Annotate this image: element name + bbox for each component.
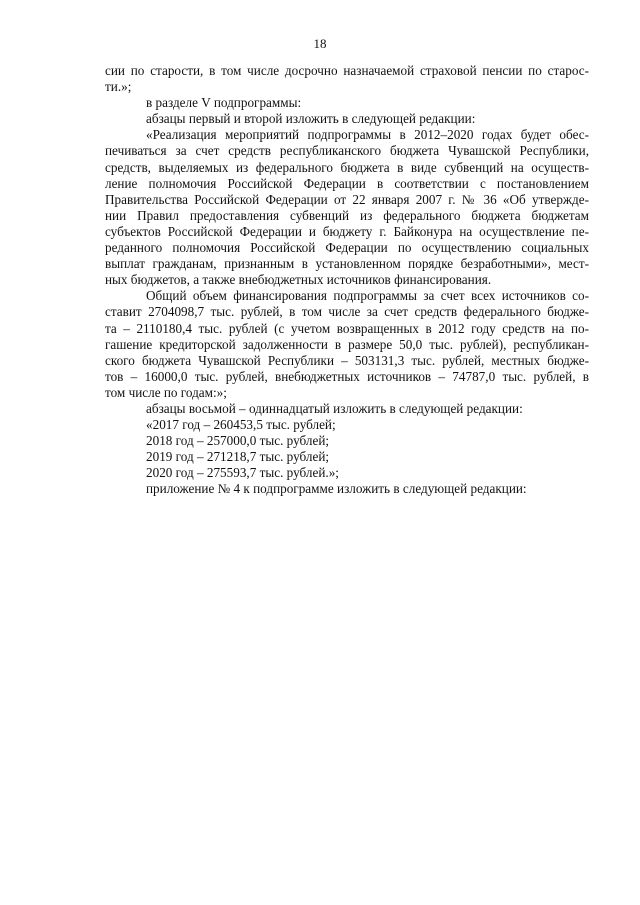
text-line: ти.»; [105,79,132,95]
text-line: абзацы первый и второй изложить в следующей редакции: [146,111,476,127]
text-line: Общий объем финансирования подпрограммы за счет всех источников со- [146,288,589,304]
text-line: ского бюджета Чувашской Республики – 503131,3 тыс. рублей, местных бюдже- [105,352,589,368]
text-line: «2017 год – 260453,5 тыс. рублей; [146,417,336,433]
text-line: Правительства Российской Федерации от 22 января 2007 г. № 36 «Об утвержде- [105,191,589,207]
text-line: том числе по годам:»; [105,384,227,400]
text-line: приложение № 4 к подпрограмме изложить в следующей редакции: [146,481,527,497]
text-line: в разделе V подпрограммы: [146,95,302,111]
text-line: гашение кредиторской задолженности в размере 50,0 тыс. рублей), республикан- [105,336,589,352]
text-line: выплат гражданам, признанным в установленном порядке безработными», мест- [105,256,589,272]
text-line: реданного полномочия Российской Федерации по осуществлению социальных [105,240,589,256]
text-line: ных бюджетов, а также внебюджетных источников финансирования. [105,272,492,288]
text-line: та – 2110180,4 тыс. рублей (с учетом возвращенных в 2012 году средств на по- [105,320,589,336]
document-body [105,63,589,498]
text-line: тов – 16000,0 тыс. рублей, внебюджетных источников – 74787,0 тыс. рублей, в [105,368,589,384]
text-line: 2020 год – 275593,7 тыс. рублей.»; [146,465,339,481]
text-line: субъектов Российской Федерации и бюджету г. Байконура на осуществление пе- [105,223,589,239]
text-line: ставит 2704098,7 тыс. рублей, в том числе за счет средств федерального бюдже- [105,304,589,320]
text-line: 2019 год – 271218,7 тыс. рублей; [146,449,330,465]
text-line: нии Правил предоставления субвенций из федерального бюджета бюджетам [105,207,589,223]
text-line: печиваться за счет средств республиканского бюджета Чувашской Республики, [105,143,589,159]
text-line: ление полномочия Российской Федерации в соответствии с постановлением [105,175,589,191]
text-line: 2018 год – 257000,0 тыс. рублей; [146,433,330,449]
text-line: «Реализация мероприятий подпрограммы в 2012–2020 годах будет обес- [146,127,589,143]
text-line: абзацы восьмой – одиннадцатый изложить в следующей редакции: [146,400,523,416]
text-line: сии по старости, в том числе досрочно назначаемой страховой пенсии по старос- [105,63,589,78]
text-line: средств, выделяемых из федерального бюджета в виде субвенций на осуществ- [105,159,589,175]
page-number: 18 [313,36,327,51]
